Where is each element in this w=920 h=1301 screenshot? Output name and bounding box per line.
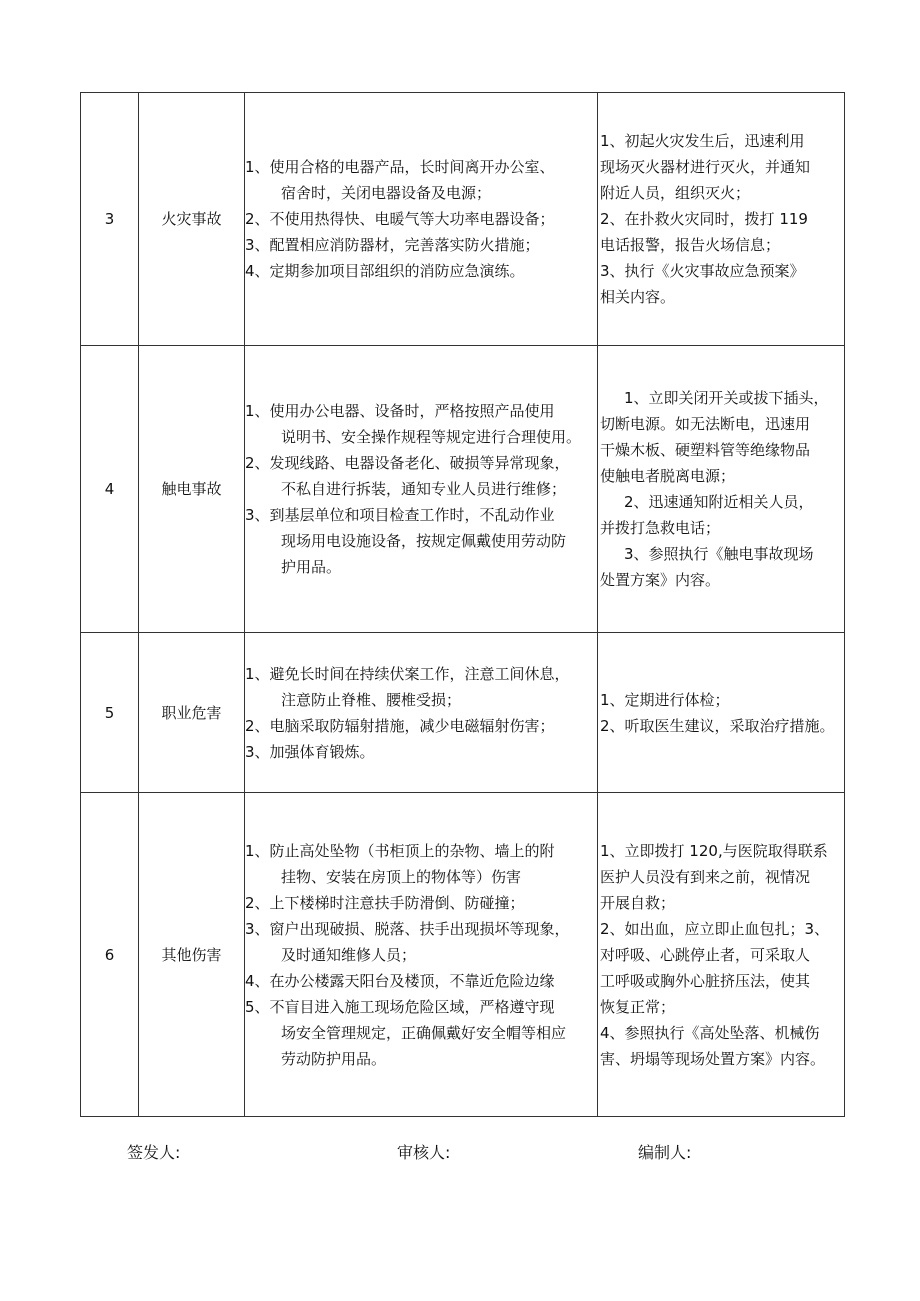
response-line: 工呼吸或胸外心脏挤压法，使其: [600, 971, 811, 990]
response-line: 1、立即关闭开关或拔下插头，: [624, 389, 829, 407]
response-line: 1、立即拨打 120,与医院取得联系: [600, 841, 828, 860]
response-line: 1、初起火灾发生后，迅速利用: [600, 132, 805, 150]
response-line: 2、迅速通知附近相关人员，: [624, 493, 814, 511]
measure-item: 1、避免长时间在持续伏案工作，注意工间休息，: [245, 664, 570, 683]
response-line: 2、听取医生建议，采取治疗措施。: [600, 716, 835, 735]
reviewer-label: 审核人:: [397, 1143, 451, 1162]
response-line: 2、在扑救火灾同时，拨打 119: [600, 210, 808, 228]
measure-item: 2、电脑采取防辐射措施，减少电磁辐射伤害；: [245, 716, 555, 735]
response-line: 1、定期进行体检；: [600, 690, 730, 709]
measure-item: 3、到基层单位和项目检查工作时，不乱动作业: [245, 506, 555, 524]
response-line: 4、参照执行《高处坠落、机械伤: [600, 1023, 820, 1042]
measure-item-continuation: 不私自进行拆装，通知专业人员进行维修；: [281, 480, 567, 498]
measure-item-continuation: 场安全管理规定，正确佩戴好安全帽等相应: [281, 1023, 567, 1042]
response-line: 并拨打急救电话；: [600, 519, 721, 537]
hazard-name: 职业危害: [139, 633, 245, 793]
row-number: 3: [81, 93, 139, 346]
hazard-measures-table-wrapper: [80, 92, 845, 1117]
hazard-name: 触电事故: [139, 346, 245, 633]
emergency-response-cell: [598, 93, 845, 346]
prevention-measures-cell: [245, 793, 598, 1117]
hazard-name: 其他伤害: [139, 793, 245, 1117]
measure-item: 5、不盲目进入施工现场危险区域，严格遵守现: [245, 997, 555, 1016]
measure-item: 1、使用合格的电器产品，长时间离开办公室、: [245, 158, 555, 176]
response-line: 使触电者脱离电源；: [600, 467, 736, 485]
measure-item: 4、在办公楼露天阳台及楼顶，不靠近危险边缘: [245, 971, 555, 990]
response-line: 对呼吸、心跳停止者，可采取人: [600, 945, 811, 964]
response-line: 干燥木板、硬塑料管等绝缘物品: [600, 441, 811, 459]
measure-item: 2、上下楼梯时注意扶手防滑倒、防碰撞；: [245, 893, 525, 912]
row-number: 6: [81, 793, 139, 1117]
row-number: 5: [81, 633, 139, 793]
compiler-label: 编制人:: [638, 1143, 692, 1162]
measure-item-continuation: 说明书、安全操作规程等规定进行合理使用。: [281, 428, 582, 446]
signer-label: 签发人:: [127, 1143, 181, 1162]
table-row: [81, 793, 845, 1117]
measure-item: 1、使用办公电器、设备时，严格按照产品使用: [245, 402, 555, 420]
response-line: 现场灭火器材进行灭火，并通知: [600, 158, 811, 176]
measure-item-continuation: 劳动防护用品。: [281, 1049, 387, 1068]
measure-item: 2、不使用热得快、电暖气等大功率电器设备；: [245, 210, 555, 228]
measure-item: 3、加强体育锻炼。: [245, 742, 375, 761]
response-line: 3、执行《火灾事故应急预案》: [600, 262, 805, 280]
table-row: [81, 93, 845, 346]
prevention-measures-cell: [245, 346, 598, 633]
response-line: 相关内容。: [600, 288, 676, 306]
measure-item-continuation: 宿舍时，关闭电器设备及电源；: [281, 184, 492, 202]
response-line: 切断电源。如无法断电，迅速用: [600, 415, 811, 433]
response-line: 附近人员，组织灭火；: [600, 184, 751, 202]
response-line: 处置方案》内容。: [600, 571, 721, 589]
emergency-response-cell: [598, 346, 845, 633]
response-line: 医护人员没有到来之前，视情况: [600, 867, 811, 886]
table-body: [81, 93, 845, 1117]
measure-item: 3、配置相应消防器材，完善落实防火措施；: [245, 236, 540, 254]
table-row: [81, 633, 845, 793]
emergency-response-cell: [598, 793, 845, 1117]
response-line: 2、如出血，应立即止血包扎；3、: [600, 919, 830, 938]
response-line: 害、坍塌等现场处置方案》内容。: [600, 1049, 826, 1068]
response-line: 电话报警，报告火场信息；: [600, 236, 781, 254]
response-line: 开展自救；: [600, 893, 676, 912]
measure-item: 1、防止高处坠物（书柜顶上的杂物、墙上的附: [245, 841, 555, 860]
emergency-response-cell: [598, 633, 845, 793]
row-number: 4: [81, 346, 139, 633]
response-line: 3、参照执行《触电事故现场: [624, 545, 814, 563]
measure-item-continuation: 及时通知维修人员；: [281, 945, 417, 964]
hazard-name: 火灾事故: [139, 93, 245, 346]
table-row: [81, 346, 845, 633]
measure-item: 2、发现线路、电器设备老化、破损等异常现象，: [245, 454, 570, 472]
measure-item-continuation: 现场用电设施设备，按规定佩戴使用劳动防: [281, 532, 567, 550]
prevention-measures-cell: [245, 633, 598, 793]
measure-item-continuation: 挂物、安装在房顶上的物体等）伤害: [281, 867, 522, 886]
measure-item-continuation: 注意防止脊椎、腰椎受损；: [281, 690, 462, 709]
response-line: 恢复正常；: [600, 997, 676, 1016]
measure-item: 4、定期参加项目部组织的消防应急演练。: [245, 262, 525, 280]
prevention-measures-cell: [245, 93, 598, 346]
measure-item-continuation: 护用品。: [281, 558, 342, 576]
hazard-measures-table: [80, 92, 845, 1117]
measure-item: 3、窗户出现破损、脱落、扶手出现损坏等现象，: [245, 919, 570, 938]
